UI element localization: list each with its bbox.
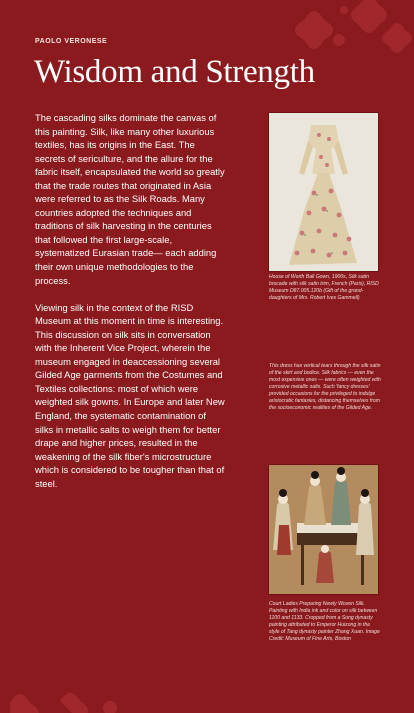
court-ladies-painting-illustration [269,465,378,594]
ball-gown-illustration [269,113,378,271]
page-title: Wisdom and Strength [34,54,315,90]
body-paragraph-1: The cascading silks dominate the canvas of this painting. Silk, like many other luxurious textiles, has its origins in the East. The secrets of sericulture, and the allure for the fabric itself, encapsulated the world so greatly that the trade routes that originated in Asia were referred to as the Silk Roads. Many countries adopted the techniques and traditions of silk harvesting in the centuries that followed the first large-scale, systematized Eurasian trade— each adding their own unique methodologies to the process. [35,112,225,286]
decorative-floral-ornament-top [284,0,414,60]
ball-gown-image [268,112,379,272]
main-text [35,111,225,504]
gown-caption: House of Worth Ball Gown, 1900s, Silk satin brocade with silk satin trim, French (Paris), RISD Museum D87.005.120b (Gift of the grand-daughters of Mrs. Robert Ives Gammell) [269,274,379,301]
painting-caption: Court Ladies Preparing Newly Woven Silk. Painting with India ink and color on silk between 1100 and 1133. Cropped from a Song dynasty painting attributed to Emperor Huizong in the style of Tang dynasty painter Zhang Xuan. Image Credit: Museum of Fine Arts, Boston [269,601,380,642]
court-ladies-painting-image [268,464,379,595]
decorative-floral-ornament-bottom [0,673,150,713]
body-paragraph-2: Viewing silk in the context of the RISD Museum at this moment in time is interesting. This discussion on silk sits in conversation with the Inherent Vice Project, wherein the museum engaged in deaccessioning several Gilded Age garments from the Costumes and Textiles collections: most of which were weighted silk gowns. In Europe and later New England, the systematic contamination of silks in metallic salts to weigh them for better drape and higher prices, resulted in the weakening of the silk fiber's microstructure which is considered to be tougher than that of steel. [35,301,225,489]
artist-label: PAOLO VERONESE [35,38,108,45]
gown-description: This dress has vertical tears through the silk satin of the skirt and bodice. Silk fabrics — even the most expensive ones — were often weighted with corrosive metallic salts. Such 'fancy dresses' provided occasions for the privileged to indulge aristocratic fantasies, distancing themselves from the socioeconomic realities of the Gilded Age. [269,363,381,411]
